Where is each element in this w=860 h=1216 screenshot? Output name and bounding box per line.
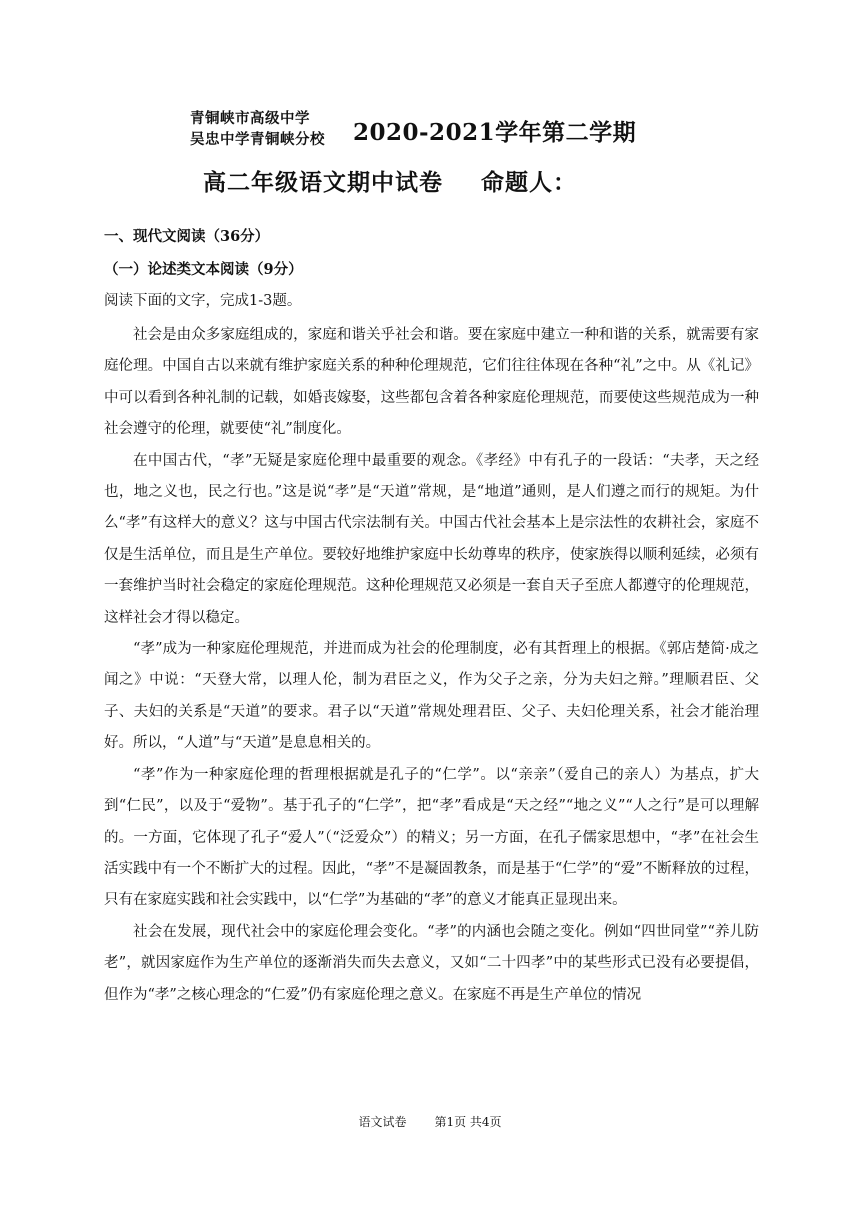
exam-title-line	[203, 164, 577, 197]
subsection-heading: （一）论述类文本阅读（9分）	[104, 261, 303, 278]
passage-paragraph: “孝”成为一种家庭伦理规范，并进而成为社会的伦理制度，必有其哲理上的根据。《郭店楚简·成之闻之》中说：“天登大常，以理人伦，制为君臣之义，作为父子之亲，分为夫妇之辩。”理顺君臣、父子、夫妇的关系是“天道”的要求。君子以“天道”常规处理君臣、父子、夫妇伦理关系，社会才能治理好。所以，“人道”与“天道”是息息相关的。	[104, 641, 759, 752]
footer-subject: 语文试卷	[358, 1115, 407, 1129]
passage-paragraph: 在中国古代，“孝”无疑是家庭伦理中最重要的观念。《孝经》中有孔子的一段话：“夫孝，天之经也，地之义也，民之行也。”这是说“孝”是“天道”常规，是“地道”通则，是人们遵之而行的规矩。为什么“孝”有这样大的意义？这与中国古代宗法制有关。中国古代社会基本上是宗法性的农耕社会，家庭不仅是生活单位，而且是生产单位。要较好地维护家庭中长幼尊卑的秩序，使家族得以顺利延续，必须有一套维护当时社会稳定的家庭伦理规范。这种伦理规范又必须是一套自天子至庶人都遵守的伦理规范，这样社会才得以稳定。	[104, 452, 759, 626]
academic-term: 2020-2021学年第二学期	[353, 119, 637, 146]
passage-paragraph: 社会在发展，现代社会中的家庭伦理会变化。“孝”的内涵也会随之变化。例如“四世同堂”“养儿防老”，就因家庭作为生产单位的逐渐消失而失去意义，又如“二十四孝”中的某些形式已没有必要提倡，但作为“孝”之核心理念的“仁爱”仍有家庭伦理之意义。在家庭不再是生产单位的情况	[104, 923, 759, 1003]
setter-label: 命题人：	[481, 169, 577, 196]
exam-title: 高二年级语文期中试卷	[203, 169, 443, 196]
passage-paragraph: 社会是由众多家庭组成的，家庭和谐关乎社会和谐。要在家庭中建立一种和谐的关系，就需要有家庭伦理。中国自古以来就有维护家庭关系的种种伦理规范，它们往往体现在各种“礼”之中。从《礼记》中可以看到各种礼制的记载，如婚丧嫁娶，这些都包含着各种家庭伦理规范，而要使这些规范成为一种社会遵守的伦理，就要使“礼”制度化。	[104, 327, 759, 438]
reading-instruction: 阅读下面的文字，完成1-3题。	[104, 293, 302, 309]
footer-page-number: 第1页 共4页	[434, 1115, 502, 1129]
school-name-2: 吴忠中学青铜峡分校	[190, 131, 325, 148]
reading-passage	[104, 320, 759, 1011]
passage-paragraph: “孝”作为一种家庭伦理的哲理根据就是孔子的“仁学”。以“亲亲”（爱自己的亲人）为基点，扩大到“仁民”，以及于“爱物”。基于孔子的“仁学”，把“孝”看成是“天之经”“地之义”“人之行”是可以理解的。一方面，它体现了孔子“爱人”（“泛爱众”）的精义；另一方面，在孔子儒家思想中，“孝”在社会生活实践中有一个不断扩大的过程。因此，“孝”不是凝固教条，而是基于“仁学”的“爱”不断释放的过程，只有在家庭实践和社会实践中，以“仁学”为基础的“孝”的意义才能真正显现出来。	[104, 766, 759, 909]
school-name-1: 青铜峡市高级中学	[190, 110, 310, 127]
school-names	[190, 108, 325, 150]
page-footer	[0, 1113, 860, 1130]
section-heading: 一、现代文阅读（36分）	[104, 228, 270, 245]
